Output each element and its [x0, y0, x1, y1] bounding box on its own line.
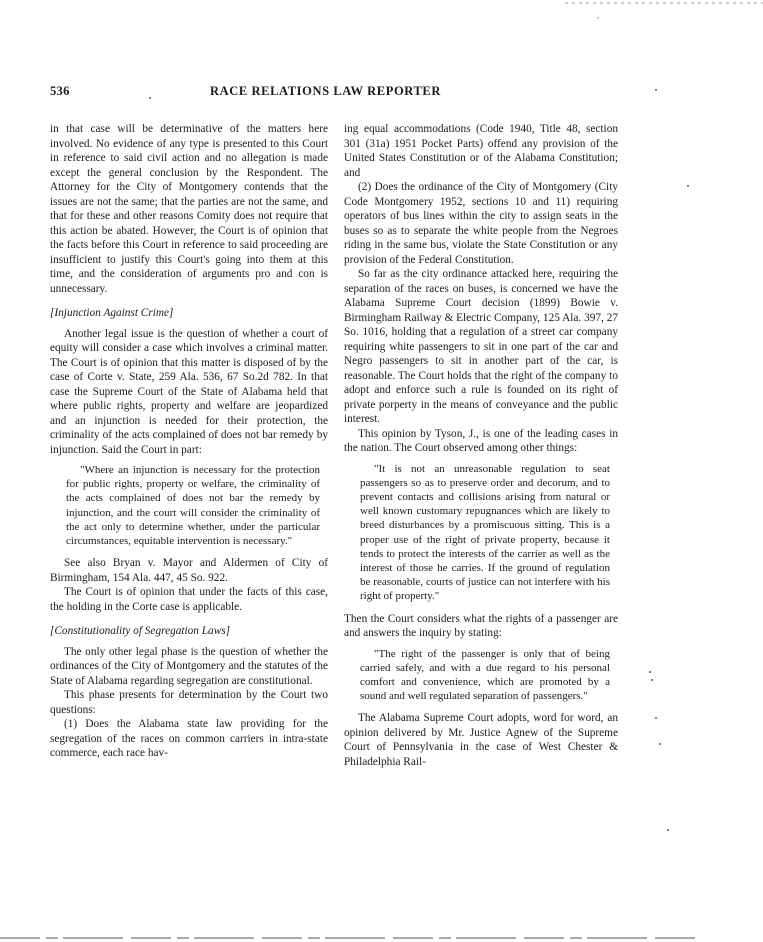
paragraph: ing equal accommodations (Code 1940, Title 48, section 301 (31a) 1951 Pocket Parts) offend any provision of the United States Constitution or of the Alabama Constitution; and	[344, 123, 618, 179]
page-number: 536	[50, 84, 70, 98]
paragraph: (2) Does the ordinance of the City of Montgomery (City Code Montgomery 1952, sections 10 and 11) requiring operators of bus lines within the city to assign seats in the buses so as to separate the white people from the Negroes riding in the same bus, violate the State Constitution or any provision of the Federal Constitution.	[344, 181, 618, 266]
paragraph: This phase presents for determination by the Court two questions:	[50, 689, 328, 716]
speck	[597, 17, 599, 19]
speck	[651, 679, 653, 681]
block-quote: "Where an injunction is necessary for the protection for public rights, property or welfare, the criminality of the acts complained of does not bar the remedy by injunction, and the court will consider the criminality of the act only to determine whether, under the particular circumstances, equitable intervention is necessary."	[66, 464, 320, 548]
paragraph: So far as the city ordinance attacked here, requiring the separation of the races on buses, is concerned we have the Alabama Supreme Court decision (1899) Bowie v. Birmingham Railway & Electric Company, 125 Ala. 397, 27 So. 1016, holding that a regulation of a street car company requiring white passengers to sit in one part of the car and Negro passengers to sit in another part of the car, is reasonable. The Court holds that the right of the company to adopt and enforce such a rule is founded on its right of private porperty in the means of conveyance and the public interest.	[344, 268, 618, 425]
paragraph: The Alabama Supreme Court adopts, word for word, an opinion delivered by Mr. Justice Agnew of the Supreme Court of Pennsylvania in the case of West Chester & Philadelphia Rail-	[344, 712, 618, 768]
speck	[667, 829, 669, 831]
paragraph: Another legal issue is the question of whether a court of equity will consider a case which involves a criminal matter. The Court is of opinion that this matter is disposed of by the case of Corte v. State, 259 Ala. 536, 67 So.2d 782. In that case the Supreme Court of the State of Alabama held that where public rights, property and welfare are jeopardized and an injunction is needed for their protection, the criminality of the acts complained of does not bar remedy by injunction. Said the Court in part:	[50, 327, 328, 456]
speck	[649, 671, 651, 673]
paragraph: (1) Does the Alabama state law providing for the segregation of the races on common carriers in intra-state commerce, each race hav-	[50, 718, 328, 760]
section-heading-injunction: [Injunction Against Crime]	[50, 307, 174, 319]
paragraph: in that case will be determinative of the matters here involved. No evidence of any type is presented to this Court in reference to said civil action and no allegation is made except the general conclusion by the Respondent. The Attorney for the City of Montgomery contends that the issues are not the same; that the parties are not the same, and that for these and other reasons Comity does not require that this action be abated. However, the Court is of opinion that the facts before this Court in reference to said proceeding are insufficient to justify this Court's going into them at this time, and the consideration of arguments pro and con is unnecessary.	[50, 123, 328, 295]
block-quote: "It is not an unreasonable regulation to seat passengers so as to preserve order and decorum, and to prevent contacts and collisions arising from natural or well known customary repugnances which are likely to breed disturbances by a promiscuous sitting. This is a proper use of the right of private property, because it tends to protect the interests of the carrier as well as the interest of those he carries. If the ground of regulation be reasonable, courts of justice can not interfere with his right of property."	[360, 462, 610, 603]
paragraph: This opinion by Tyson, J., is one of the leading cases in the nation. The Court observed among other things:	[344, 427, 618, 454]
left-column	[50, 122, 328, 761]
speck	[687, 185, 689, 187]
paragraph: The Court is of opinion that under the facts of this case, the holding in the Corte case is applicable.	[50, 586, 328, 613]
speck	[659, 743, 661, 745]
speck	[655, 89, 657, 91]
section-heading-segregation: [Constitutionality of Segregation Laws]	[50, 625, 231, 638]
block-quote: "The right of the passenger is only that of being carried safely, and with a due regard to his personal comfort and convenience, which are promoted by a sound and well regulated separation of passengers."	[360, 647, 610, 703]
paragraph: See also Bryan v. Mayor and Aldermen of City of Birmingham, 154 Ala. 447, 45 So. 922.	[50, 557, 328, 584]
running-head: RACE RELATIONS LAW REPORTER	[210, 84, 441, 98]
speck	[655, 717, 657, 719]
right-column	[344, 122, 618, 769]
page-header	[50, 84, 640, 102]
paragraph: Then the Court considers what the rights of a passenger are and answers the inquiry by stating:	[344, 612, 618, 640]
paragraph: The only other legal phase is the question of whether the ordinances of the City of Montgomery and the statutes of the State of Alabama regarding segregation are constitutional.	[50, 645, 328, 687]
